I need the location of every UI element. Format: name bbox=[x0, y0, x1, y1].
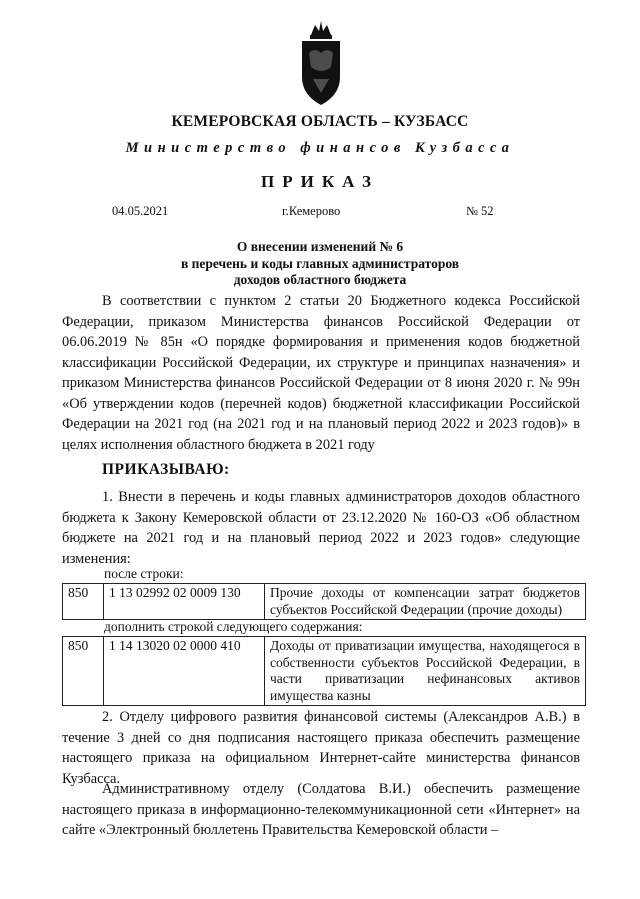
item3-text: Административному отделу (Солдатова В.И.) обеспечить размещение настоящего приказа в информационно-телекоммуникационной сети «Интернет» на сайте «Электронный бюллетень Правительства Кемеровской области – bbox=[62, 781, 580, 838]
preamble-text: В соответствии с пунктом 2 статьи 20 Бюджетного кодекса Российской Федерации, приказом Министерства финансов Российской Федерации от 06.06.2019 № 85н «О порядке формирования и применения кодов бюджетной классификации Российской Федерации, их структуре и принципах назначения» и приказом Министерства финансов Российской Федерации от 8 июня 2020 г. № 99н «Об утверждении кодов (перечней кодов) бюджетной классификации Российской Федерации на 2021 год (на 2021 год и на плановый период 2022 и 2023 годов)» в целях исполнения областного бюджета в 2021 году bbox=[62, 293, 580, 453]
item3-paragraph bbox=[62, 779, 580, 841]
region-title: КЕМЕРОВСКАЯ ОБЛАСТЬ – КУЗБАСС bbox=[171, 113, 469, 130]
ministry-name: Министерство финансов Кузбасса bbox=[125, 140, 515, 156]
income-name-cell: Прочие доходы от компенсации затрат бюджетов субъектов Российской Федерации (прочие доходы) bbox=[265, 584, 586, 620]
order-number: № 52 bbox=[466, 204, 494, 218]
title-line: доходов областного бюджета bbox=[233, 272, 407, 287]
add-row-label: дополнить строкой следующего содержания: bbox=[104, 619, 363, 634]
existing-row-table bbox=[62, 583, 586, 620]
table-row bbox=[63, 584, 586, 620]
admin-code-cell: 850 bbox=[63, 637, 104, 706]
income-name-cell: Доходы от приватизации имущества, находящегося в собственности субъектов Российской Федерации, в части приватизации нефинансовых активов имущества казны bbox=[265, 637, 586, 706]
preamble-paragraph bbox=[62, 291, 580, 455]
admin-code-cell: 850 bbox=[63, 584, 104, 620]
title-line: в перечень и коды главных администраторов bbox=[180, 255, 460, 271]
item2-text: 2. Отделу цифрового развития финансовой системы (Александров А.В.) в течение 3 дней со дня подписания настоящего приказа обеспечить размещение настоящего приказа на официальном Интернет-сайте министерства финансов Кузбасса. bbox=[62, 709, 580, 787]
order-title bbox=[0, 239, 640, 289]
kuzbass-coat-of-arms-icon bbox=[297, 19, 345, 107]
kbk-code-cell: 1 14 13020 02 0000 410 bbox=[104, 637, 265, 706]
new-row-table bbox=[62, 636, 586, 706]
item1-text: 1. Внести в перечень и коды главных администраторов доходов областного бюджета к Закону Кемеровской области от 23.12.2020 № 160-ОЗ «Об областном бюджете на 2021 год и на плановый период 2022 и 2023 годов» следующие изменения: bbox=[62, 489, 580, 567]
document-type: ПРИКАЗ bbox=[261, 172, 379, 191]
item2-paragraph bbox=[62, 707, 580, 789]
title-line: О внесении изменений № 6 bbox=[236, 239, 404, 254]
order-heading: ПРИКАЗЫВАЮ: bbox=[102, 461, 230, 478]
item1-paragraph bbox=[62, 487, 580, 569]
order-city: г.Кемерово bbox=[282, 204, 341, 218]
table-row bbox=[63, 637, 586, 706]
order-date: 04.05.2021 bbox=[112, 204, 169, 218]
kbk-code-cell: 1 13 02992 02 0009 130 bbox=[104, 584, 265, 620]
after-row-label: после строки: bbox=[104, 566, 184, 581]
